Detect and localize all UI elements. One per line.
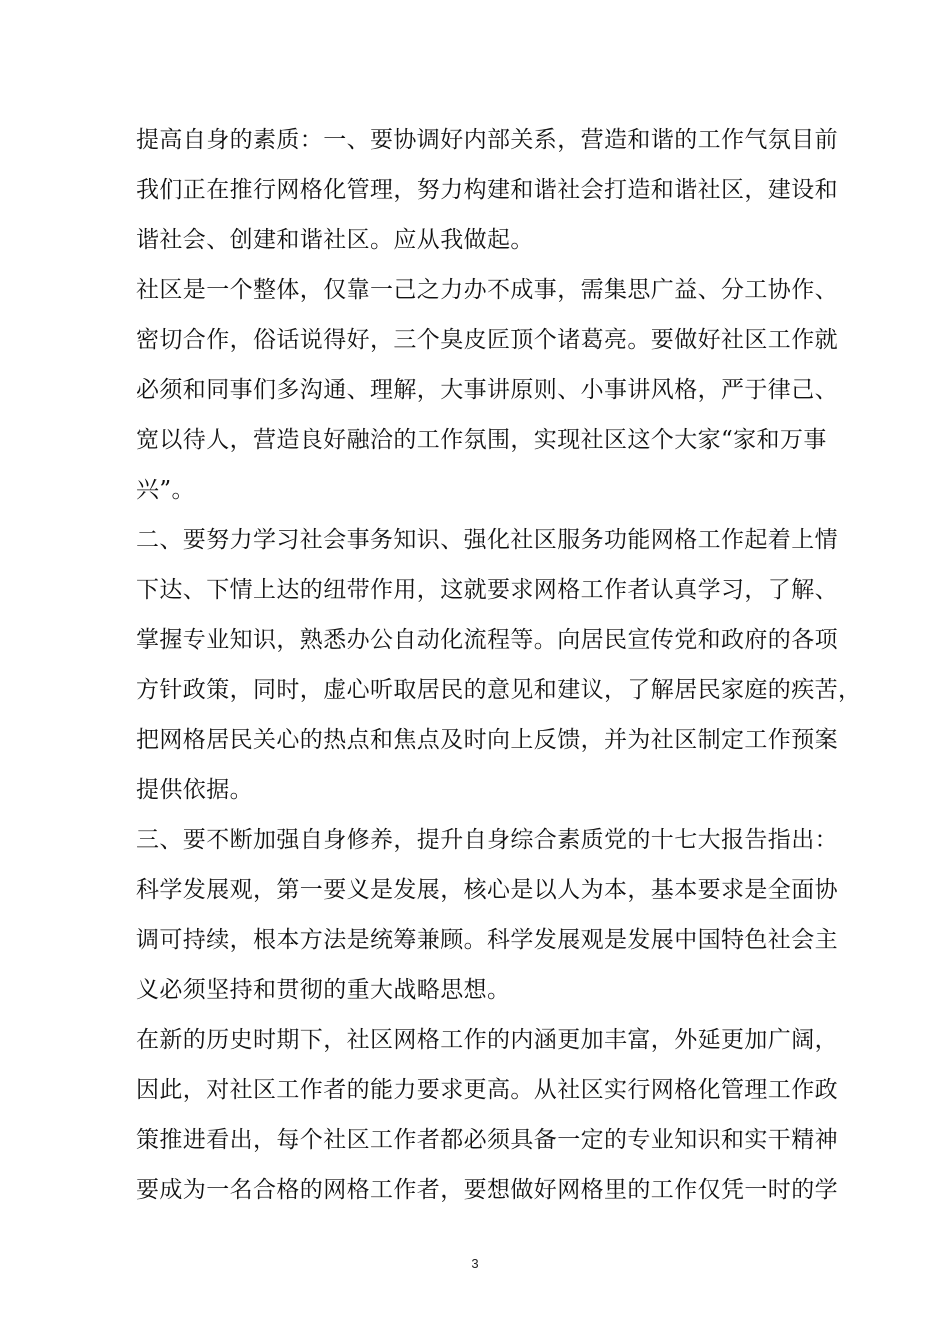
text-line: 掌握专业知识，熟悉办公自动化流程等。向居民宣传党和政府的各项 <box>136 627 838 653</box>
text-line: 兴”。 <box>136 477 195 503</box>
text-line: 社区是一个整体，仅靠一己之力办不成事，需集思广益、分工协作、 <box>136 277 838 303</box>
text-line: 提供依据。 <box>136 777 253 803</box>
text-line: 提高自身的素质：一、要协调好内部关系，营造和谐的工作气氛目前 <box>136 127 838 153</box>
text-line: 在新的历史时期下，社区网格工作的内涵更加丰富，外延更加广阔， <box>136 1027 838 1053</box>
text-line: 必须和同事们多沟通、理解，大事讲原则、小事讲风格，严于律己、 <box>136 377 838 403</box>
text-line: 我们正在推行网格化管理，努力构建和谐社会打造和谐社区，建设和 <box>136 177 838 203</box>
text-line: 三、要不断加强自身修养，提升自身综合素质党的十七大报告指出： <box>136 827 838 853</box>
page-number: 3 <box>471 1256 479 1271</box>
text-line: 把网格居民关心的热点和焦点及时向上反馈，并为社区制定工作预案 <box>136 727 838 753</box>
text-line: 下达、下情上达的纽带作用，这就要求网格工作者认真学习，了解、 <box>136 577 838 603</box>
text-line: 策推进看出，每个社区工作者都必须具备一定的专业知识和实干精神 <box>136 1127 838 1153</box>
text-line: 要成为一名合格的网格工作者，要想做好网格里的工作仅凭一时的学 <box>136 1177 838 1203</box>
text-line: 二、要努力学习社会事务知识、强化社区服务功能网格工作起着上情 <box>136 527 838 553</box>
text-line: 义必须坚持和贯彻的重大战略思想。 <box>136 977 511 1003</box>
text-line: 科学发展观，第一要义是发展，核心是以人为本，基本要求是全面协 <box>136 877 838 903</box>
text-line: 谐社会、创建和谐社区。应从我做起。 <box>136 227 534 253</box>
text-line: 宽以待人，营造良好融洽的工作氛围，实现社区这个大家“家和万事 <box>136 427 827 453</box>
text-line: 因此，对社区工作者的能力要求更高。从社区实行网格化管理工作政 <box>136 1077 838 1103</box>
text-line: 密切合作，俗话说得好，三个臭皮匠顶个诸葛亮。要做好社区工作就 <box>136 327 838 353</box>
text-line: 方针政策，同时，虚心听取居民的意见和建议，了解居民家庭的疾苦， <box>136 677 862 703</box>
text-line: 调可持续，根本方法是统筹兼顾。科学发展观是发展中国特色社会主 <box>136 927 838 953</box>
